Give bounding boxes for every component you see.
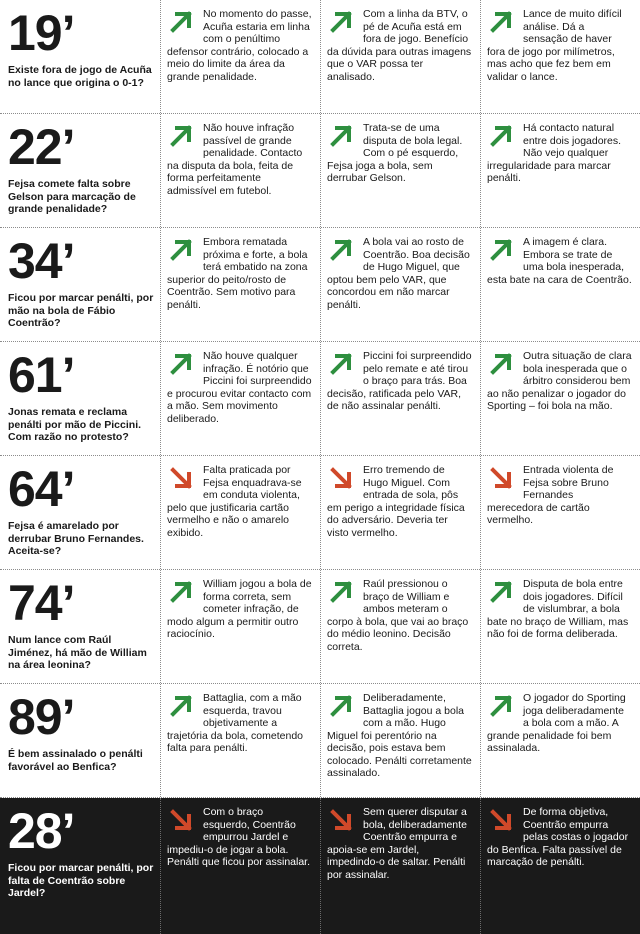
- opinion-text: Deliberadamente, Battaglia jogou a bola com a mão. Hugo Miguel foi perentório na decisão, pois estava bem colocado. Penálti corretamente assinalado.: [327, 692, 472, 779]
- referee-opinion-2: [320, 114, 480, 227]
- arrow-up-right-icon: [167, 8, 197, 34]
- incident-header: [0, 342, 160, 455]
- opinion-text: William jogou a bola de forma correta, sem cometer infração, de modo algum a permitir outro raciocínio.: [167, 578, 312, 640]
- opinion-text: Com a linha da BTV, o pé de Acuña está em fora de jogo. Benefício da dúvida para outras imagens que o VAR possa ter analisado.: [327, 8, 472, 83]
- referee-opinion-3: [480, 228, 640, 341]
- referee-opinion-2: [320, 798, 480, 934]
- opinion-text: Outra situação de clara bola inesperada que o árbitro considerou bem ao não penalizar o jogador do Sporting – foi bola na mão.: [487, 350, 632, 412]
- opinion-text: Battaglia, com a mão esquerda, travou objetivamente a trajetória da bola, cometendo falta para penálti.: [167, 692, 304, 754]
- incident-minute: 19’: [8, 5, 75, 61]
- referee-opinion-3: [480, 456, 640, 569]
- incident-minute: 89’: [8, 689, 75, 745]
- arrow-up-right-icon: [327, 122, 357, 148]
- incident-minute: 28’: [8, 803, 75, 859]
- referee-opinion-3: [480, 0, 640, 113]
- opinion-text: Embora rematada próxima e forte, a bola terá embatido na zona superior do peito/rosto de Coentrão. Sem motivo para penálti.: [167, 236, 308, 311]
- incident-question: Num lance com Raúl Jiménez, há mão de William na área leonina?: [8, 634, 147, 671]
- referee-opinion-3: [480, 684, 640, 797]
- incident-minute: 22’: [8, 119, 75, 175]
- referee-opinion-1: [160, 570, 320, 683]
- incident-question: Ficou por marcar penálti, por mão na bola de Fábio Coentrão?: [8, 292, 154, 329]
- referee-opinion-2: [320, 228, 480, 341]
- arrow-up-right-icon: [167, 122, 197, 148]
- referee-opinion-3: [480, 798, 640, 934]
- arrow-up-right-icon: [327, 692, 357, 718]
- match-incident-row: [0, 456, 640, 570]
- referee-opinion-2: [320, 342, 480, 455]
- opinion-text: Lance de muito difícil análise. Dá a sensação de haver fora de jogo por milímetros, mas acho que fez bem em validar o lance.: [487, 8, 622, 83]
- match-incident-row: [0, 798, 640, 934]
- incident-question: Fejsa é amarelado por derrubar Bruno Fernandes. Aceita-se?: [8, 520, 144, 557]
- opinion-text: Entrada violenta de Fejsa sobre Bruno Fernandes merecedora de cartão vermelho.: [487, 464, 614, 526]
- arrow-up-right-icon: [487, 8, 517, 34]
- referee-opinion-3: [480, 342, 640, 455]
- incident-minute: 64’: [8, 461, 75, 517]
- arrow-up-right-icon: [327, 236, 357, 262]
- arrow-up-right-icon: [487, 350, 517, 376]
- referee-opinion-1: [160, 114, 320, 227]
- incident-header: [0, 114, 160, 227]
- match-incident-row: [0, 570, 640, 684]
- opinion-text: De forma objetiva, Coentrão empurra pelas costas o jogador do Benfica. Falta passível de marcação de penálti.: [487, 806, 629, 868]
- match-incident-row: [0, 342, 640, 456]
- arrow-down-right-icon: [487, 806, 517, 832]
- arrow-up-right-icon: [327, 578, 357, 604]
- opinion-text: Erro tremendo de Hugo Miguel. Com entrada de sola, pôs em perigo a integridade física do adversário. Deveria ter visto vermelho.: [327, 464, 465, 539]
- arrow-down-right-icon: [487, 464, 517, 490]
- incident-header: [0, 456, 160, 569]
- referee-opinion-1: [160, 684, 320, 797]
- opinion-text: Piccini foi surpreendido pelo remate e até tirou o braço para trás. Boa decisão, ratificada pelo VAR, de não assinalar penálti.: [327, 350, 472, 412]
- arrow-up-right-icon: [487, 122, 517, 148]
- arrow-down-right-icon: [327, 806, 357, 832]
- opinion-text: A imagem é clara. Embora se trate de uma bola inesperada, esta bate na cara de Coentrão.: [487, 236, 632, 286]
- opinion-text: Não houve qualquer infração. É notório que Piccini foi surpreendido e procurou evitar contacto com a mão. Sem movimento deliberado.: [167, 350, 312, 425]
- referee-opinion-2: [320, 0, 480, 113]
- incident-question: Ficou por marcar penálti, por falta de Coentrão sobre Jardel?: [8, 862, 154, 899]
- referee-opinion-1: [160, 798, 320, 934]
- opinion-text: Disputa de bola entre dois jogadores. Difícil de vislumbrar, a bola bate no braço de William, mas não foi de forma deliberada.: [487, 578, 629, 640]
- opinion-text: Sem querer disputar a bola, deliberadamente Coentrão empurra e apoia-se em Jardel, impedindo-o de saltar. Penálti por assinalar.: [327, 806, 467, 881]
- referee-opinion-2: [320, 570, 480, 683]
- arrow-up-right-icon: [327, 8, 357, 34]
- opinion-text: No momento do passe, Acuña estaria em linha com o penúltimo defensor contrário, colocado a meio do limite da área da grande penalidade.: [167, 8, 312, 83]
- arrow-down-right-icon: [167, 806, 197, 832]
- arrow-up-right-icon: [167, 578, 197, 604]
- arrow-up-right-icon: [327, 350, 357, 376]
- incident-header: [0, 684, 160, 797]
- match-incident-row: [0, 684, 640, 798]
- opinion-text: Há contacto natural entre dois jogadores. Não vejo qualquer irregularidade para marcar penálti.: [487, 122, 622, 184]
- referee-opinion-1: [160, 0, 320, 113]
- incident-minute: 34’: [8, 233, 75, 289]
- incident-question: É bem assinalado o penálti favorável ao Benfica?: [8, 748, 143, 773]
- arrow-down-right-icon: [327, 464, 357, 490]
- referee-opinion-2: [320, 684, 480, 797]
- incident-header: [0, 0, 160, 113]
- incident-question: Jonas remata e reclama penálti por mão de Piccini. Com razão no protesto?: [8, 406, 142, 443]
- match-incident-row: [0, 228, 640, 342]
- incident-header: [0, 798, 160, 934]
- opinion-text: Trata-se de uma disputa de bola legal. Com o pé esquerdo, Fejsa joga a bola, sem derrubar Gelson.: [327, 122, 463, 184]
- arrow-up-right-icon: [167, 350, 197, 376]
- arrow-up-right-icon: [487, 578, 517, 604]
- referee-opinion-1: [160, 456, 320, 569]
- incident-header: [0, 228, 160, 341]
- opinion-text: Falta praticada por Fejsa enquadrava-se em conduta violenta, pelo que justificaria cartão vermelho e não o amarelo exibido.: [167, 464, 302, 539]
- opinion-text: Não houve infração passível de grande penalidade. Contacto na disputa da bola, feita de forma perfeitamente admissível em futebol.: [167, 122, 303, 197]
- referee-opinion-2: [320, 456, 480, 569]
- match-incident-row: [0, 114, 640, 228]
- referee-opinion-3: [480, 114, 640, 227]
- incident-question: Fejsa comete falta sobre Gelson para marcação de grande penalidade?: [8, 178, 136, 215]
- arrow-up-right-icon: [487, 236, 517, 262]
- arrow-up-right-icon: [487, 692, 517, 718]
- arrow-down-right-icon: [167, 464, 197, 490]
- referee-opinion-1: [160, 342, 320, 455]
- match-incident-row: [0, 0, 640, 114]
- incident-minute: 74’: [8, 575, 75, 631]
- opinion-text: Raúl pressionou o braço de William e ambos meteram o corpo à bola, que vai ao braço do médio leonino. Decisão correta.: [327, 578, 469, 653]
- referee-opinion-1: [160, 228, 320, 341]
- opinion-text: A bola vai ao rosto de Coentrão. Boa decisão de Hugo Miguel, que optou bem pelo VAR, que concordou em não marcar penálti.: [327, 236, 470, 311]
- arrow-up-right-icon: [167, 236, 197, 262]
- opinion-text: O jogador do Sporting joga deliberadamente a bola com a mão. A grande penalidade foi bem assinalada.: [487, 692, 626, 754]
- referee-opinion-3: [480, 570, 640, 683]
- incident-minute: 61’: [8, 347, 75, 403]
- incident-header: [0, 570, 160, 683]
- arrow-up-right-icon: [167, 692, 197, 718]
- incident-question: Existe fora de jogo de Acuña no lance que origina o 0-1?: [8, 64, 152, 89]
- opinion-text: Com o braço esquerdo, Coentrão empurrou Jardel e impediu-o de jogar a bola. Penálti que ficou por assinalar.: [167, 806, 311, 868]
